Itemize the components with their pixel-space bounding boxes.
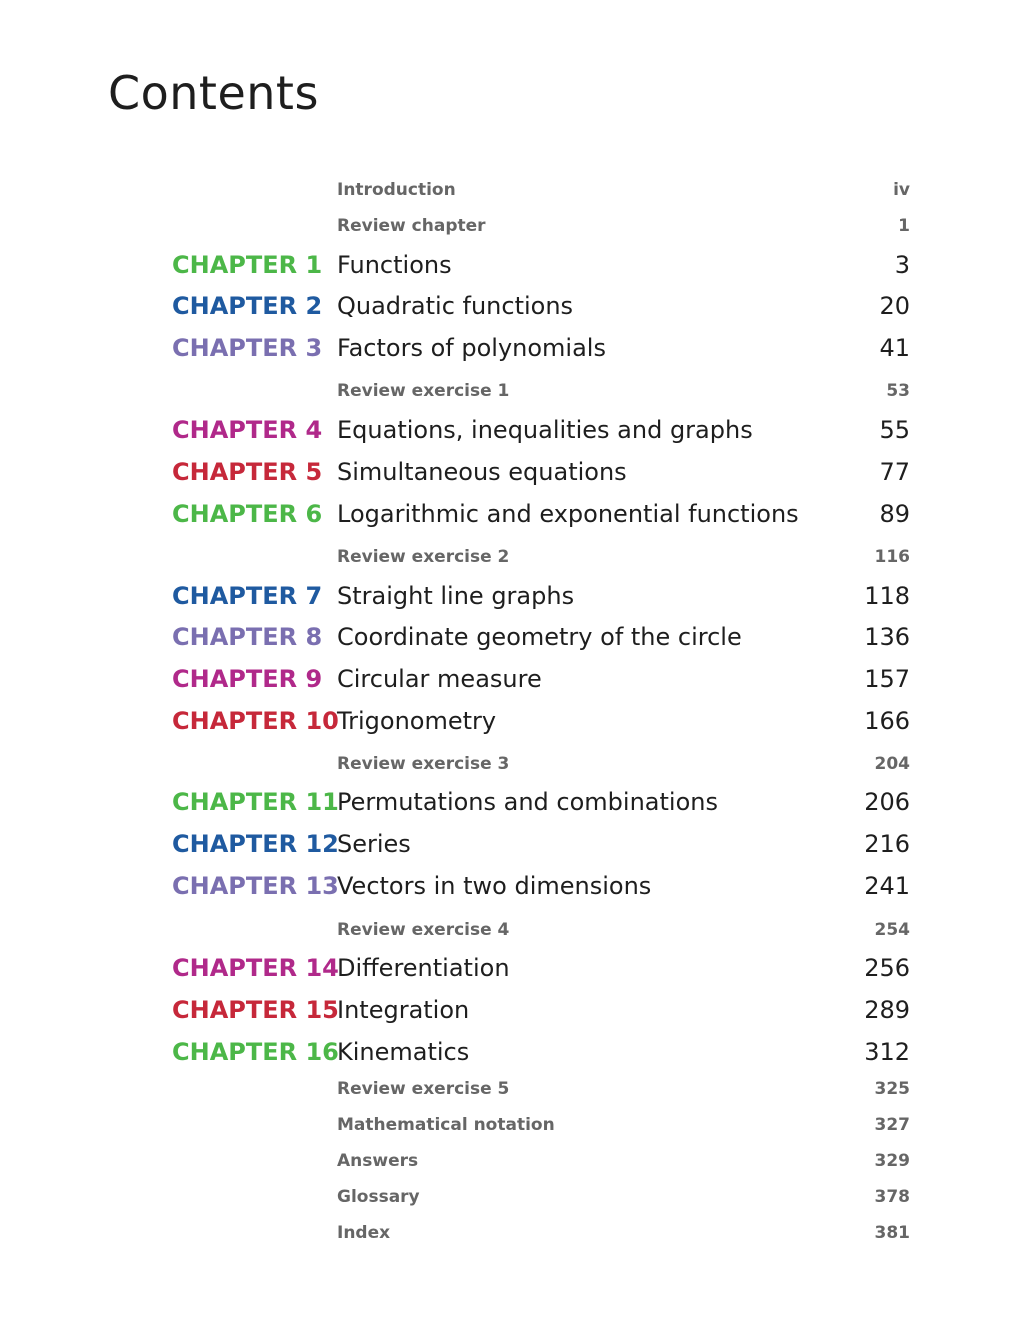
page-number: 55 — [879, 416, 910, 444]
page-number: 116 — [874, 547, 910, 567]
entry-title: Answers — [337, 1151, 419, 1171]
entry-title: Quadratic functions — [337, 292, 574, 320]
toc-chapter-row[interactable] — [0, 288, 1024, 324]
chapter-label: CHAPTER 9 — [172, 665, 323, 693]
toc-chapter-row[interactable] — [0, 412, 1024, 448]
toc-chapter-row[interactable] — [0, 868, 1024, 904]
entry-title: Review exercise 3 — [337, 754, 510, 774]
chapter-label: CHAPTER 7 — [172, 582, 323, 610]
entry-title: Review exercise 2 — [337, 547, 510, 567]
toc-chapter-row[interactable] — [0, 950, 1024, 986]
chapter-label: CHAPTER 3 — [172, 334, 323, 362]
chapter-label: CHAPTER 5 — [172, 458, 323, 486]
chapter-label: CHAPTER 10 — [172, 707, 339, 735]
toc-chapter-row[interactable] — [0, 784, 1024, 820]
page-number: 325 — [874, 1079, 910, 1099]
toc-chapter-row[interactable] — [0, 619, 1024, 655]
entry-title: Trigonometry — [337, 707, 497, 735]
toc-section-row[interactable] — [0, 1143, 1024, 1179]
page-number: 157 — [864, 665, 910, 693]
page-number: 216 — [864, 830, 910, 858]
page-number: 136 — [864, 623, 910, 651]
page-number: 118 — [864, 582, 910, 610]
toc-section-row[interactable] — [0, 373, 1024, 409]
entry-title: Review exercise 1 — [337, 381, 510, 401]
page-number: 1 — [898, 216, 910, 236]
entry-title: Logarithmic and exponential functions — [337, 500, 799, 528]
page-number: 20 — [879, 292, 910, 320]
entry-title: Coordinate geometry of the circle — [337, 623, 742, 651]
page-number: 89 — [879, 500, 910, 528]
page-number: 378 — [874, 1187, 910, 1207]
chapter-label: CHAPTER 13 — [172, 872, 339, 900]
entry-title: Index — [337, 1223, 391, 1243]
page-number: 327 — [874, 1115, 910, 1135]
toc-chapter-row[interactable] — [0, 992, 1024, 1028]
entry-title: Introduction — [337, 180, 456, 200]
entry-title: Review exercise 4 — [337, 920, 510, 940]
entry-title: Simultaneous equations — [337, 458, 627, 486]
toc-chapter-row[interactable] — [0, 826, 1024, 862]
toc-chapter-row[interactable] — [0, 330, 1024, 366]
chapter-label: CHAPTER 11 — [172, 788, 339, 816]
toc-chapter-row[interactable] — [0, 247, 1024, 283]
entry-title: Mathematical notation — [337, 1115, 555, 1135]
entry-title: Glossary — [337, 1187, 420, 1207]
toc-section-row[interactable] — [0, 539, 1024, 575]
entry-title: Series — [337, 830, 411, 858]
toc-section-row[interactable] — [0, 172, 1024, 208]
toc-chapter-row[interactable] — [0, 1034, 1024, 1070]
page-number: 312 — [864, 1038, 910, 1066]
entry-title: Straight line graphs — [337, 582, 575, 610]
entry-title: Review exercise 5 — [337, 1079, 510, 1099]
chapter-label: CHAPTER 4 — [172, 416, 323, 444]
chapter-label: CHAPTER 6 — [172, 500, 323, 528]
toc-chapter-row[interactable] — [0, 661, 1024, 697]
page-number: 77 — [879, 458, 910, 486]
toc-chapter-row[interactable] — [0, 703, 1024, 739]
toc-chapter-row[interactable] — [0, 496, 1024, 532]
toc-section-row[interactable] — [0, 746, 1024, 782]
page-number: 166 — [864, 707, 910, 735]
page-number: 381 — [874, 1223, 910, 1243]
page-title: Contents — [108, 66, 319, 120]
chapter-label: CHAPTER 16 — [172, 1038, 339, 1066]
page-number: 53 — [886, 381, 910, 401]
page-number: 206 — [864, 788, 910, 816]
page-number: 256 — [864, 954, 910, 982]
toc-section-row[interactable] — [0, 912, 1024, 948]
toc-section-row[interactable] — [0, 208, 1024, 244]
entry-title: Vectors in two dimensions — [337, 872, 652, 900]
chapter-label: CHAPTER 15 — [172, 996, 339, 1024]
page-number: 204 — [874, 754, 910, 774]
page-number: 254 — [874, 920, 910, 940]
entry-title: Equations, inequalities and graphs — [337, 416, 753, 444]
entry-title: Integration — [337, 996, 470, 1024]
page-number: iv — [893, 180, 910, 200]
toc-section-row[interactable] — [0, 1107, 1024, 1143]
chapter-label: CHAPTER 8 — [172, 623, 323, 651]
entry-title: Circular measure — [337, 665, 542, 693]
toc-section-row[interactable] — [0, 1179, 1024, 1215]
page-number: 3 — [894, 251, 910, 279]
page-number: 329 — [874, 1151, 910, 1171]
entry-title: Factors of polynomials — [337, 334, 606, 362]
toc-section-row[interactable] — [0, 1215, 1024, 1251]
entry-title: Differentiation — [337, 954, 510, 982]
page-number: 241 — [864, 872, 910, 900]
entry-title: Kinematics — [337, 1038, 470, 1066]
page-number: 41 — [879, 334, 910, 362]
page-number: 289 — [864, 996, 910, 1024]
chapter-label: CHAPTER 2 — [172, 292, 323, 320]
toc-chapter-row[interactable] — [0, 578, 1024, 614]
entry-title: Permutations and combinations — [337, 788, 718, 816]
chapter-label: CHAPTER 12 — [172, 830, 339, 858]
entry-title: Review chapter — [337, 216, 486, 236]
toc-chapter-row[interactable] — [0, 454, 1024, 490]
chapter-label: CHAPTER 14 — [172, 954, 339, 982]
toc-section-row[interactable] — [0, 1071, 1024, 1107]
chapter-label: CHAPTER 1 — [172, 251, 323, 279]
entry-title: Functions — [337, 251, 452, 279]
